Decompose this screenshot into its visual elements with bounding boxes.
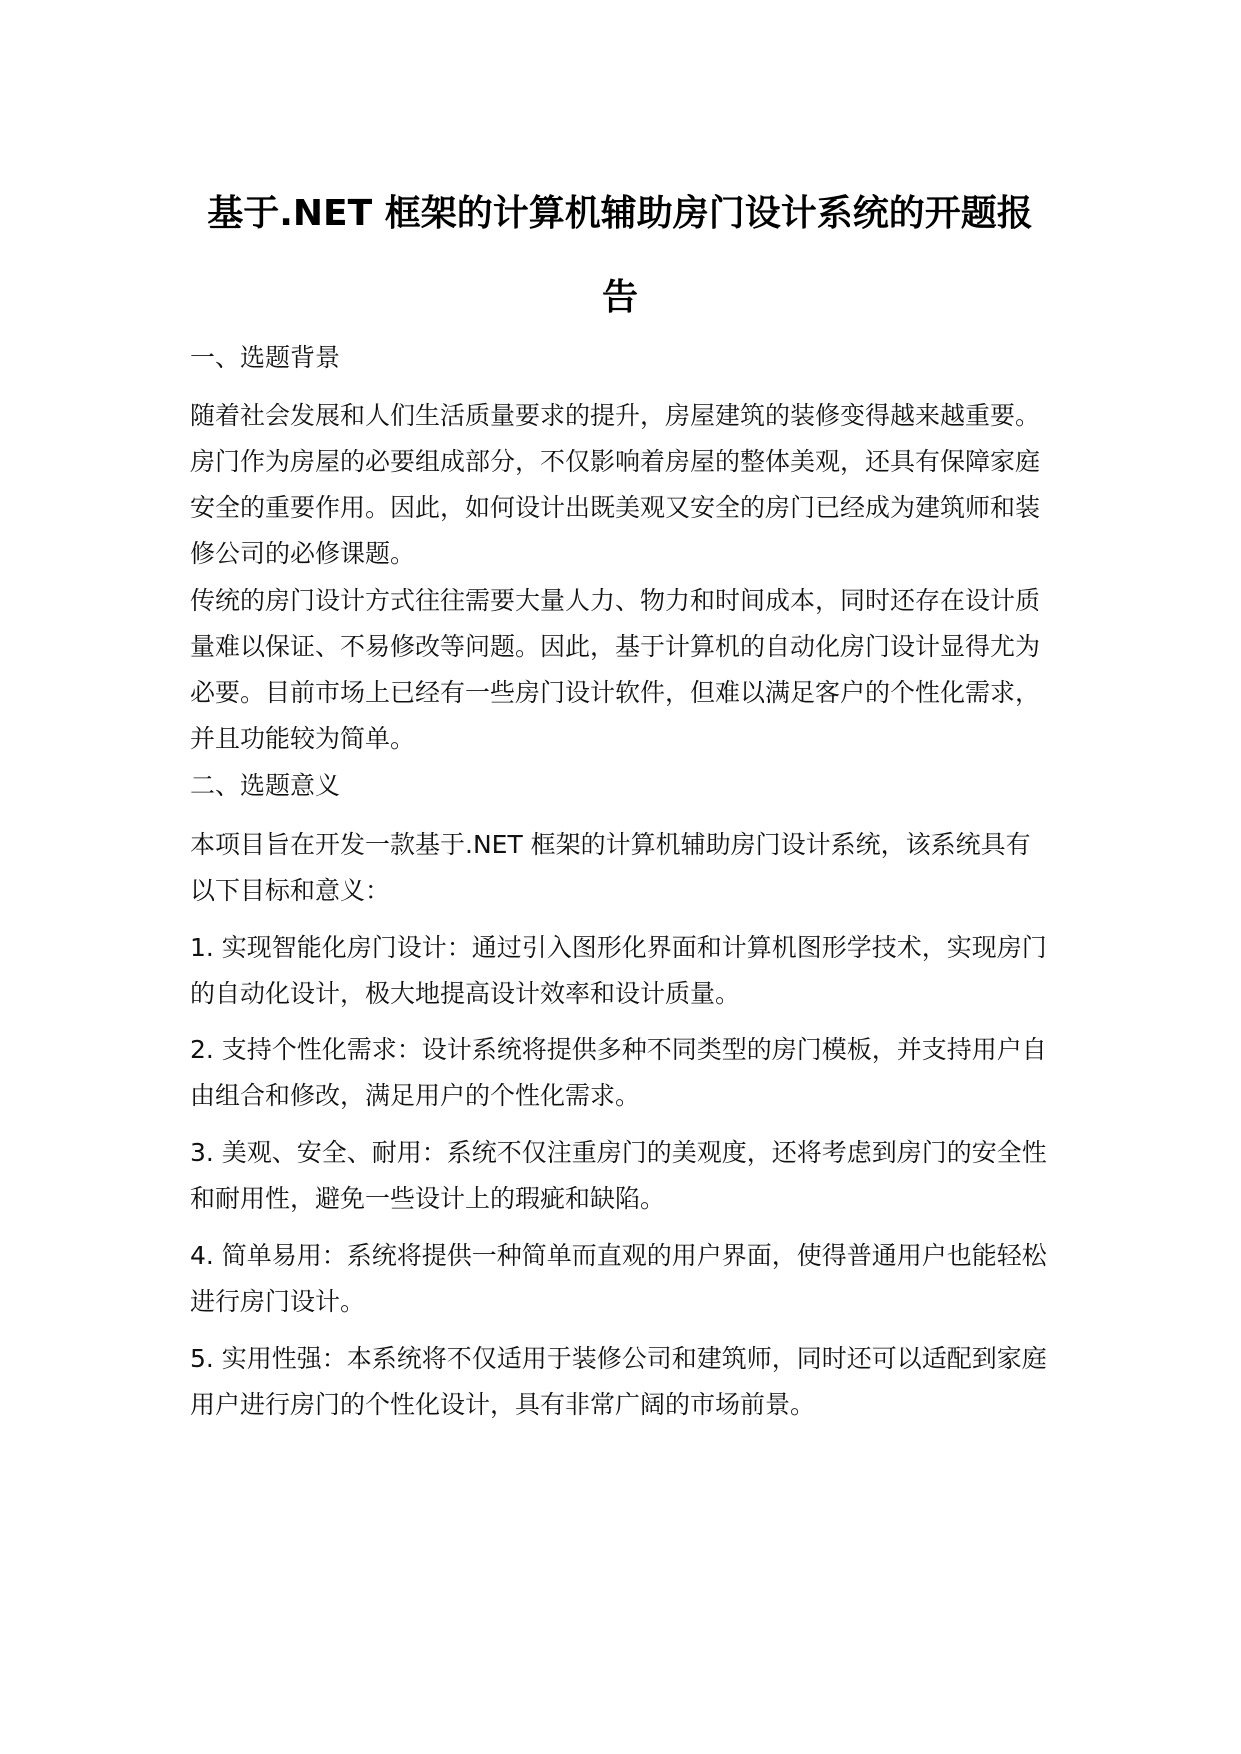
- paragraph-background-2: 传统的房门设计方式往往需要大量人力、物力和时间成本，同时还存在设计质量难以保证、不易修改等问题。因此，基于计算机的自动化房门设计显得尤为必要。目前市场上已经有一些房门设计软件，但难以满足客户的个性化需求，并且功能较为简单。: [190, 586, 1041, 753]
- section-heading-background: 一、选题背景: [190, 343, 341, 372]
- list-item-4: 4. 简单易用：系统将提供一种简单而直观的用户界面，使得普通用户也能轻松进行房门设计。: [190, 1241, 1047, 1316]
- list-item-1: 1. 实现智能化房门设计：通过引入图形化界面和计算机图形学技术，实现房门的自动化设计，极大地提高设计效率和设计质量。: [190, 933, 1047, 1008]
- section-heading-significance: 二、选题意义: [190, 771, 341, 800]
- list-item-2: 2. 支持个性化需求：设计系统将提供多种不同类型的房门模板，并支持用户自由组合和修改，满足用户的个性化需求。: [190, 1035, 1047, 1110]
- list-item-3: 3. 美观、安全、耐用：系统不仅注重房门的美观度，还将考虑到房门的安全性和耐用性，避免一些设计上的瑕疵和缺陷。: [190, 1138, 1047, 1213]
- list-item-5: 5. 实用性强：本系统将不仅适用于装修公司和建筑师，同时还可以适配到家庭用户进行房门的个性化设计，具有非常广阔的市场前景。: [190, 1344, 1047, 1419]
- paragraph-significance-intro: 本项目旨在开发一款基于.NET 框架的计算机辅助房门设计系统，该系统具有以下目标和意义：: [190, 830, 1031, 905]
- document-title: 基于.NET 框架的计算机辅助房门设计系统的开题报告: [207, 193, 1033, 318]
- paragraph-background-1: 随着社会发展和人们生活质量要求的提升，房屋建筑的装修变得越来越重要。房门作为房屋的必要组成部分，不仅影响着房屋的整体美观，还具有保障家庭安全的重要作用。因此，如何设计出既美观又安全的房门已经成为建筑师和装修公司的必修课题。: [190, 401, 1041, 568]
